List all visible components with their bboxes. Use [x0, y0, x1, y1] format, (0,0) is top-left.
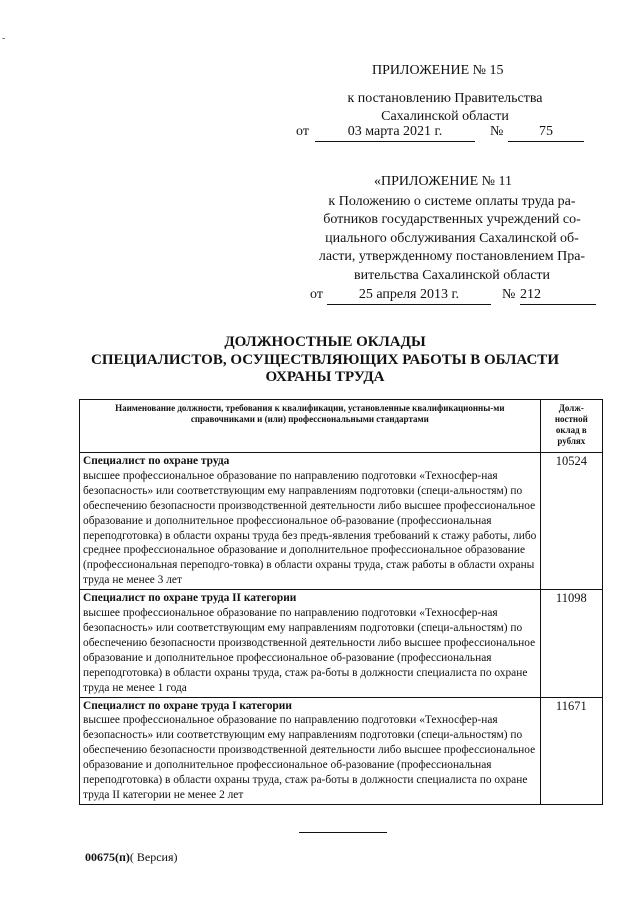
ref-from-label: от [310, 287, 323, 302]
resolution-number: 75 [508, 123, 584, 142]
position-requirements: высшее профессиональное образование по направлению подготовки «Техносфер-ная безопасность» или соответствующим ему направлениям подготовки (специ-альностям) по обеспечению безопасности производственной деятельности либо высшее профессиональное образование и дополнительное профессиональное об-разование (профессиональная переподготовка) в области охраны труда, стаж ра-боты в должности специалиста по охране труда II категории не менее 2 лет [83, 714, 536, 801]
footer [85, 850, 178, 865]
reference-line: ласти, утвержденному постановлением Пра- [318, 249, 586, 265]
position-title: Специалист по охране труда [83, 455, 230, 467]
header-salary: Долж-ностной оклад в рублях [540, 400, 602, 453]
position-title: Специалист по охране труда II категории [83, 592, 297, 605]
salary-table [79, 399, 603, 805]
reference-paragraph [313, 193, 591, 285]
end-separator-line [299, 832, 387, 833]
appendix-11-title: «ПРИЛОЖЕНИЕ № 11 [374, 174, 512, 189]
resolution-line: к постановлению Правительства [347, 91, 543, 106]
from-label: от [296, 124, 309, 139]
reference-line: ботников государственных учреждений со- [323, 212, 581, 228]
salary-cell: 11671 [540, 697, 602, 804]
document-version: ( Версия) [129, 850, 178, 864]
document-title [60, 334, 590, 387]
salary-cell: 10524 [540, 453, 602, 590]
ref-date: 25 апреля 2013 г. [327, 286, 491, 305]
number-label: № [490, 124, 504, 139]
position-cell [80, 590, 541, 697]
region-line: Сахалинской области [381, 109, 509, 124]
reference-line: циального обслуживания Сахалинской об- [325, 230, 579, 246]
title-line-2: СПЕЦИАЛИСТОВ, ОСУЩЕСТВЛЯЮЩИХ РАБОТЫ В ОБЛАСТИ [91, 351, 559, 368]
ref-number: 212 [520, 286, 596, 305]
header-position-requirements: Наименование должности, требования к квалификации, установленные квалификационны-ми справочниками и (или) профессиональными стандартами [80, 400, 541, 453]
reference-line: вительства Сахалинской области [353, 267, 551, 283]
table-header-row [80, 400, 603, 453]
page-edge-mark: - [2, 33, 6, 44]
title-line-1: ДОЛЖНОСТНЫЕ ОКЛАДЫ [224, 334, 426, 350]
position-cell [80, 453, 541, 590]
position-cell [80, 697, 541, 804]
table-row [80, 453, 603, 590]
salary-cell: 11098 [540, 590, 602, 697]
position-requirements: высшее профессиональное образование по направлению подготовки «Техносфер-ная безопасность» или соответствующим ему направлениям подготовки (специ-альностям) по обеспечению безопасности производственной деятельности либо высшее профессиональное образование и дополнительное профессиональное об-разование (профессиональная переподготовка) в области охраны труда без предъ-явления требований к стажу работы, либо среднее профессиональное образование и дополнительное профессиональное образование (профессиональная переподго-товка) в области охраны труда, стаж работы в области охраны труда не менее 3 лет [83, 469, 537, 587]
reference-line: к Положению о системе оплаты труда ра- [328, 194, 576, 209]
table-row [80, 590, 603, 697]
ref-number-label: № [502, 287, 516, 302]
table-row [80, 697, 603, 804]
document-code: 00675(п) [85, 850, 130, 864]
title-line-3: ОХРАНЫ ТРУДА [265, 369, 385, 385]
position-title: Специалист по охране труда I категории [83, 699, 292, 712]
appendix-15-title: ПРИЛОЖЕНИЕ № 15 [372, 63, 504, 78]
position-requirements: высшее профессиональное образование по направлению подготовки «Техносфер-ная безопасность» или соответствующим ему направлениям подготовки (специ-альностям) по обеспечению безопасности производственной деятельности либо высшее профессиональное образование и дополнительное профессиональное об-разование (профессиональная переподготовка) в области охраны труда, стаж ра-боты в должности специалиста по охране труда не менее 1 года [83, 607, 536, 694]
resolution-date: 03 марта 2021 г. [315, 123, 475, 142]
